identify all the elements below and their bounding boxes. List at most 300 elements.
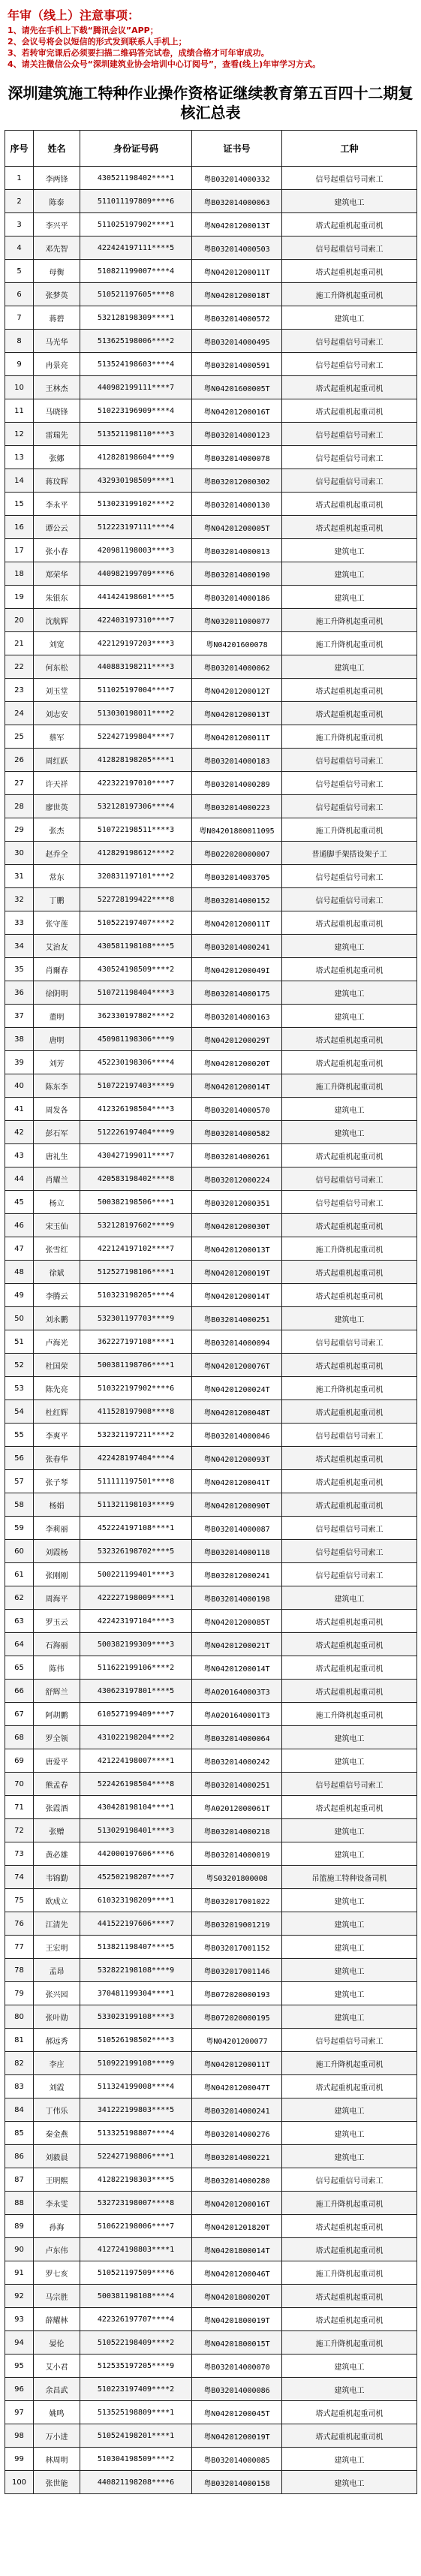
notice-title: 年审（线上）注意事项：: [8, 8, 140, 23]
row-id-number: 320831197101****2: [80, 865, 192, 888]
row-name: 蒋玟晖: [34, 469, 80, 493]
row-cert-number: 粤B032014000094: [192, 1330, 282, 1354]
row-job-type: 施工升降机起重司机: [282, 1237, 417, 1261]
row-name: 杨立: [34, 1191, 80, 1214]
row-cert-number: 粤B032014000280: [192, 2168, 282, 2192]
row-job-type: 塔式起重机起重司机: [282, 1400, 417, 1424]
row-id-number: 510322197902****6: [80, 1377, 192, 1400]
notice-line: 2、会议号将会以短信的形式发到联系人手机上；: [8, 37, 187, 47]
row-cert-number: 粤N04201200013T: [192, 213, 282, 237]
row-name: 卢海光: [34, 1330, 80, 1354]
row-name: 彭石军: [34, 1121, 80, 1144]
table-row: [5, 330, 417, 353]
table-row: [5, 190, 417, 213]
table-row: [5, 725, 417, 749]
row-cert-number: 粤B032017001022: [192, 1889, 282, 1912]
row-id-number: 532128198309****1: [80, 306, 192, 330]
row-id-number: 532301197703****9: [80, 1307, 192, 1330]
row-cert-number: 粤A02012000061T: [192, 1796, 282, 1819]
table-row: [5, 1749, 417, 1773]
row-job-type: 塔式起重机起重司机: [282, 679, 417, 702]
row-cert-number: 粤B032014000086: [192, 2378, 282, 2401]
row-id-number: 532723198007****8: [80, 2192, 192, 2215]
row-seq: 81: [5, 2029, 34, 2052]
row-name: 马晓锋: [34, 399, 80, 423]
row-id-number: 422428197404****4: [80, 1447, 192, 1470]
row-job-type: 建筑电工: [282, 1749, 417, 1773]
row-job-type: 建筑电工: [282, 586, 417, 609]
table-row: [5, 702, 417, 725]
row-name: 郑荣华: [34, 562, 80, 586]
table-row: [5, 911, 417, 935]
row-cert-number: 粤B032014000019: [192, 1842, 282, 1866]
table-row: [5, 2285, 417, 2308]
row-id-number: 422129197203****3: [80, 632, 192, 655]
row-id-number: 532128197602****9: [80, 1214, 192, 1237]
table-row: [5, 888, 417, 911]
row-cert-number: 粤B032014000085: [192, 2448, 282, 2471]
row-seq: 77: [5, 1936, 34, 1959]
row-name: 刘霞杨: [34, 1540, 80, 1563]
row-cert-number: 粤N04201200093T: [192, 1447, 282, 1470]
row-name: 李两锋: [34, 167, 80, 190]
row-id-number: 510522197407****2: [80, 911, 192, 935]
row-name: 张小春: [34, 539, 80, 562]
row-cert-number: 粤B032014000186: [192, 586, 282, 609]
row-seq: 61: [5, 1563, 34, 1586]
row-seq: 73: [5, 1842, 34, 1866]
row-name: 赵乔全: [34, 842, 80, 865]
table-row: [5, 1936, 417, 1959]
row-seq: 55: [5, 1424, 34, 1447]
row-name: 李莉丽: [34, 1517, 80, 1540]
row-job-type: 建筑电工: [282, 1982, 417, 2005]
table-row: [5, 1703, 417, 1726]
table-row: [5, 539, 417, 562]
row-cert-number: 粤B032014000183: [192, 749, 282, 772]
row-id-number: 500381198108****4: [80, 2285, 192, 2308]
row-seq: 33: [5, 911, 34, 935]
table-row: [5, 1051, 417, 1074]
row-seq: 53: [5, 1377, 34, 1400]
row-job-type: 建筑电工: [282, 2098, 417, 2122]
row-cert-number: 粤N04201200018T: [192, 283, 282, 306]
row-name: 罗全领: [34, 1726, 80, 1749]
row-job-type: 塔式起重机起重司机: [282, 2401, 417, 2424]
row-id-number: 430427199011****7: [80, 1144, 192, 1167]
row-id-number: 412822198303****5: [80, 2168, 192, 2192]
row-id-number: 412724198803****1: [80, 2238, 192, 2261]
row-cert-number: 粤B032014000221: [192, 2145, 282, 2168]
header-name: 姓名: [34, 131, 80, 167]
row-seq: 8: [5, 330, 34, 353]
row-id-number: 442000197606****6: [80, 1842, 192, 1866]
table-row: [5, 1237, 417, 1261]
row-id-number: 522426198504****8: [80, 1773, 192, 1796]
row-job-type: 塔式起重机起重司机: [282, 399, 417, 423]
row-job-type: 信号起重信号司索工: [282, 330, 417, 353]
row-job-type: 施工升降机起重司机: [282, 1074, 417, 1098]
table-row: [5, 446, 417, 469]
row-seq: 13: [5, 446, 34, 469]
row-job-type: 建筑电工: [282, 562, 417, 586]
row-job-type: 信号起重信号司索工: [282, 772, 417, 795]
row-cert-number: 粤B032014000130: [192, 493, 282, 516]
row-cert-number: 粤N04201200030T: [192, 1214, 282, 1237]
row-name: 李永雯: [34, 2192, 80, 2215]
table-row: [5, 2192, 417, 2215]
table-row: [5, 306, 417, 330]
row-job-type: 建筑电工: [282, 1842, 417, 1866]
row-name: 艾小君: [34, 2355, 80, 2378]
row-id-number: 421224198007****1: [80, 1749, 192, 1773]
row-id-number: 510223196909****4: [80, 399, 192, 423]
row-seq: 84: [5, 2098, 34, 2122]
table-row: [5, 1726, 417, 1749]
table-row: [5, 1563, 417, 1586]
row-id-number: 370481199304****1: [80, 1982, 192, 2005]
row-id-number: 452502198207****7: [80, 1866, 192, 1889]
table-row: [5, 586, 417, 609]
table-row: [5, 1889, 417, 1912]
table-row: [5, 1517, 417, 1540]
row-id-number: 441424198601****5: [80, 586, 192, 609]
row-cert-number: 粤N04201800020T: [192, 2285, 282, 2308]
row-id-number: 432930198509****1: [80, 469, 192, 493]
row-job-type: 施工升降机起重司机: [282, 2331, 417, 2355]
row-cert-number: 粤B032014000289: [192, 772, 282, 795]
table-row: [5, 609, 417, 632]
row-cert-number: 粤B032014000251: [192, 1307, 282, 1330]
table-row: [5, 2005, 417, 2029]
table-row: [5, 237, 417, 260]
row-job-type: 信号起重信号司索工: [282, 795, 417, 818]
row-job-type: 塔式起重机起重司机: [282, 1354, 417, 1377]
table-row: [5, 1982, 417, 2005]
row-job-type: 施工升降机起重司机: [282, 1377, 417, 1400]
row-cert-number: 粤B032014000198: [192, 1586, 282, 1610]
row-seq: 24: [5, 702, 34, 725]
table-row: [5, 283, 417, 306]
row-name: 董明: [34, 1005, 80, 1028]
row-job-type: 信号起重信号司索工: [282, 1517, 417, 1540]
row-job-type: 施工升降机起重司机: [282, 2052, 417, 2075]
row-job-type: 施工升降机起重司机: [282, 2192, 417, 2215]
table-row: [5, 655, 417, 679]
row-id-number: 430623197801****5: [80, 1680, 192, 1703]
row-job-type: 信号起重信号司索工: [282, 2168, 417, 2192]
row-cert-number: 粤B032014000163: [192, 1005, 282, 1028]
row-job-type: 建筑电工: [282, 935, 417, 958]
row-id-number: 422227198009****1: [80, 1586, 192, 1610]
row-cert-number: 粤N04201200077: [192, 2029, 282, 2052]
row-id-number: 422326197707****4: [80, 2308, 192, 2331]
table-row: [5, 1656, 417, 1680]
row-name: 刘霞: [34, 2075, 80, 2098]
row-id-number: 510622198006****7: [80, 2215, 192, 2238]
row-cert-number: 粤B032014000013: [192, 539, 282, 562]
row-job-type: 信号起重信号司索工: [282, 423, 417, 446]
row-seq: 63: [5, 1610, 34, 1633]
table-row: [5, 1028, 417, 1051]
row-name: 李腾云: [34, 1284, 80, 1307]
row-cert-number: 粤N04201200090T: [192, 1493, 282, 1517]
row-seq: 38: [5, 1028, 34, 1051]
row-job-type: 建筑电工: [282, 1005, 417, 1028]
row-job-type: 建筑电工: [282, 2145, 417, 2168]
row-cert-number: 粤B032012000241: [192, 1563, 282, 1586]
row-job-type: 信号起重信号司索工: [282, 1424, 417, 1447]
row-cert-number: 粤N04201200021T: [192, 1633, 282, 1656]
row-id-number: 510522198409****2: [80, 2331, 192, 2355]
row-name: 秦金燕: [34, 2122, 80, 2145]
row-job-type: 施工升降机起重司机: [282, 283, 417, 306]
row-job-type: 建筑电工: [282, 2005, 417, 2029]
row-id-number: 512226197404****9: [80, 1121, 192, 1144]
row-name: 罗玉云: [34, 1610, 80, 1633]
row-seq: 47: [5, 1237, 34, 1261]
row-id-number: 533023199108****3: [80, 2005, 192, 2029]
row-id-number: 412829198612****2: [80, 842, 192, 865]
row-cert-number: 粤A0201640001T3: [192, 1703, 282, 1726]
row-id-number: 500382199309****3: [80, 1633, 192, 1656]
row-cert-number: 粤N04201200016T: [192, 2192, 282, 2215]
row-name: 晏伦: [34, 2331, 80, 2355]
table-row: [5, 1144, 417, 1167]
row-cert-number: 粤B032014000223: [192, 795, 282, 818]
row-seq: 25: [5, 725, 34, 749]
row-cert-number: 粤N04201200019T: [192, 1261, 282, 1284]
table-row: [5, 842, 417, 865]
row-id-number: 513029198401****3: [80, 1819, 192, 1842]
row-cert-number: 粤N04201200024T: [192, 1377, 282, 1400]
row-id-number: 532326198702****5: [80, 1540, 192, 1563]
table-row: [5, 2401, 417, 2424]
row-job-type: 施工升降机起重司机: [282, 725, 417, 749]
row-cert-number: 粤B072020000193: [192, 1982, 282, 2005]
row-id-number: 510323198205****4: [80, 1284, 192, 1307]
row-name: 何东松: [34, 655, 80, 679]
row-job-type: 塔式起重机起重司机: [282, 260, 417, 283]
row-id-number: 430524198509****2: [80, 958, 192, 981]
row-id-number: 511111197501****8: [80, 1470, 192, 1493]
row-job-type: 施工升降机起重司机: [282, 632, 417, 655]
table-row: [5, 2471, 417, 2494]
row-name: 石海丽: [34, 1633, 80, 1656]
row-job-type: 信号起重信号司索工: [282, 865, 417, 888]
row-name: 张雪红: [34, 1237, 80, 1261]
row-job-type: 建筑电工: [282, 190, 417, 213]
header-id-number: 身份证号码: [80, 131, 192, 167]
row-job-type: 信号起重信号司索工: [282, 888, 417, 911]
row-seq: 34: [5, 935, 34, 958]
row-seq: 35: [5, 958, 34, 981]
row-id-number: 510922199108****9: [80, 2052, 192, 2075]
row-name: 熊孟春: [34, 1773, 80, 1796]
row-cert-number: 粤B032014000118: [192, 1540, 282, 1563]
row-job-type: 信号起重信号司索工: [282, 353, 417, 376]
row-cert-number: 粤B032014000064: [192, 1726, 282, 1749]
table-row: [5, 1424, 417, 1447]
row-id-number: 532128197306****4: [80, 795, 192, 818]
row-seq: 16: [5, 516, 34, 539]
row-cert-number: 粤N04201600005T: [192, 376, 282, 399]
table-row: [5, 1167, 417, 1191]
table-row: [5, 1377, 417, 1400]
row-seq: 74: [5, 1866, 34, 1889]
row-name: 姚鸣: [34, 2401, 80, 2424]
row-job-type: 信号起重信号司索工: [282, 469, 417, 493]
row-seq: 97: [5, 2401, 34, 2424]
row-id-number: 422424197111****5: [80, 237, 192, 260]
row-cert-number: 粤N04201600078: [192, 632, 282, 655]
row-id-number: 422124197102****7: [80, 1237, 192, 1261]
row-job-type: 施工升降机起重司机: [282, 2261, 417, 2285]
table-body: [5, 167, 417, 2494]
row-id-number: 430521198402****1: [80, 167, 192, 190]
row-cert-number: 粤N04201800011095: [192, 818, 282, 842]
row-name: 李兴平: [34, 213, 80, 237]
row-id-number: 440982199111****7: [80, 376, 192, 399]
row-job-type: 塔式起重机起重司机: [282, 1493, 417, 1517]
row-cert-number: 粤N04201800015T: [192, 2331, 282, 2355]
table-row: [5, 1284, 417, 1307]
row-job-type: 信号起重信号司索工: [282, 167, 417, 190]
row-id-number: 441522197606****7: [80, 1912, 192, 1936]
table-row: [5, 1842, 417, 1866]
row-id-number: 452230198306****4: [80, 1051, 192, 1074]
row-job-type: 建筑电工: [282, 981, 417, 1005]
table-row: [5, 749, 417, 772]
row-name: 江清先: [34, 1912, 80, 1936]
row-cert-number: 粤N04201200020T: [192, 1051, 282, 1074]
row-seq: 100: [5, 2471, 34, 2494]
notice-line: 1、请先在手机上下载“腾讯会议”APP；: [8, 26, 158, 35]
row-cert-number: 粤B032017001152: [192, 1936, 282, 1959]
row-seq: 82: [5, 2052, 34, 2075]
row-job-type: 塔式起重机起重司机: [282, 1610, 417, 1633]
row-cert-number: 粤N04201200013T: [192, 1237, 282, 1261]
row-cert-number: 粤N04201200048T: [192, 1400, 282, 1424]
row-job-type: 建筑电工: [282, 655, 417, 679]
row-id-number: 500221199401****3: [80, 1563, 192, 1586]
row-name: 韦锦勤: [34, 1866, 80, 1889]
row-cert-number: 粤N04201200029T: [192, 1028, 282, 1051]
row-name: 沈航辉: [34, 609, 80, 632]
table-row: [5, 562, 417, 586]
table-row: [5, 818, 417, 842]
row-name: 卢东伟: [34, 2238, 80, 2261]
row-cert-number: 粤B032014000251: [192, 1773, 282, 1796]
table-row: [5, 1912, 417, 1936]
row-name: 张赠: [34, 1819, 80, 1842]
header-job-type: 工种: [282, 131, 417, 167]
row-seq: 75: [5, 1889, 34, 1912]
table-row: [5, 1773, 417, 1796]
row-name: 阿胡鹏: [34, 1703, 80, 1726]
row-name: 杨娟: [34, 1493, 80, 1517]
row-job-type: 建筑电工: [282, 2355, 417, 2378]
row-name: 黄必雄: [34, 1842, 80, 1866]
row-id-number: 412828198205****1: [80, 749, 192, 772]
row-job-type: 塔式起重机起重司机: [282, 2424, 417, 2448]
row-job-type: 塔式起重机起重司机: [282, 493, 417, 516]
row-cert-number: 粤B032019001219: [192, 1912, 282, 1936]
row-name: 张春华: [34, 1447, 80, 1470]
document-title: 深圳建筑施工特种作业操作资格证继续教育第五百四十二期复核汇总表: [8, 84, 413, 122]
table-row: [5, 1470, 417, 1493]
row-seq: 19: [5, 586, 34, 609]
row-seq: 62: [5, 1586, 34, 1610]
row-job-type: 塔式起重机起重司机: [282, 2285, 417, 2308]
row-job-type: 信号起重信号司索工: [282, 1191, 417, 1214]
row-job-type: 信号起重信号司索工: [282, 2029, 417, 2052]
row-seq: 30: [5, 842, 34, 865]
row-job-type: 塔式起重机起重司机: [282, 2308, 417, 2331]
row-id-number: 522427198806****1: [80, 2145, 192, 2168]
row-seq: 91: [5, 2261, 34, 2285]
row-seq: 54: [5, 1400, 34, 1424]
row-id-number: 610527199409****7: [80, 1703, 192, 1726]
row-job-type: 塔式起重机起重司机: [282, 1284, 417, 1307]
row-cert-number: 粤B032014000261: [192, 1144, 282, 1167]
row-seq: 50: [5, 1307, 34, 1330]
row-job-type: 普通脚手架搭设架子工: [282, 842, 417, 865]
table-row: [5, 865, 417, 888]
row-cert-number: 粤N04201200014T: [192, 1074, 282, 1098]
row-cert-number: 粤A0201640003T3: [192, 1680, 282, 1703]
row-job-type: 塔式起重机起重司机: [282, 1470, 417, 1493]
row-id-number: 532321197211****2: [80, 1424, 192, 1447]
table-row: [5, 1493, 417, 1517]
row-seq: 85: [5, 2122, 34, 2145]
row-id-number: 513525198809****1: [80, 2401, 192, 2424]
row-seq: 93: [5, 2308, 34, 2331]
row-seq: 28: [5, 795, 34, 818]
row-name: 陈东李: [34, 1074, 80, 1098]
row-name: 常东: [34, 865, 80, 888]
row-id-number: 500381198706****1: [80, 1354, 192, 1377]
row-job-type: 塔式起重机起重司机: [282, 911, 417, 935]
row-cert-number: 粤B032014000175: [192, 981, 282, 1005]
row-name: 杜国荣: [34, 1354, 80, 1377]
row-name: 王宏明: [34, 1936, 80, 1959]
row-seq: 6: [5, 283, 34, 306]
row-seq: 87: [5, 2168, 34, 2192]
row-id-number: 422403197310****7: [80, 609, 192, 632]
row-name: 刘志安: [34, 702, 80, 725]
row-cert-number: 粤B032014000190: [192, 562, 282, 586]
row-seq: 78: [5, 1959, 34, 1982]
row-seq: 29: [5, 818, 34, 842]
header-seq: 序号: [5, 131, 34, 167]
row-seq: 52: [5, 1354, 34, 1377]
row-job-type: 信号起重信号司索工: [282, 446, 417, 469]
row-name: 许天祥: [34, 772, 80, 795]
table-row: [5, 1354, 417, 1377]
row-id-number: 513030198011****2: [80, 702, 192, 725]
row-name: 薛耀林: [34, 2308, 80, 2331]
table-row: [5, 213, 417, 237]
row-id-number: 440821198208****6: [80, 2471, 192, 2494]
row-cert-number: 粤B032014000078: [192, 446, 282, 469]
row-job-type: 信号起重信号司索工: [282, 1330, 417, 1354]
row-name: 刘玉堂: [34, 679, 80, 702]
row-id-number: 513524198603****4: [80, 353, 192, 376]
row-name: 张刚刚: [34, 1563, 80, 1586]
row-seq: 4: [5, 237, 34, 260]
table-row: [5, 469, 417, 493]
